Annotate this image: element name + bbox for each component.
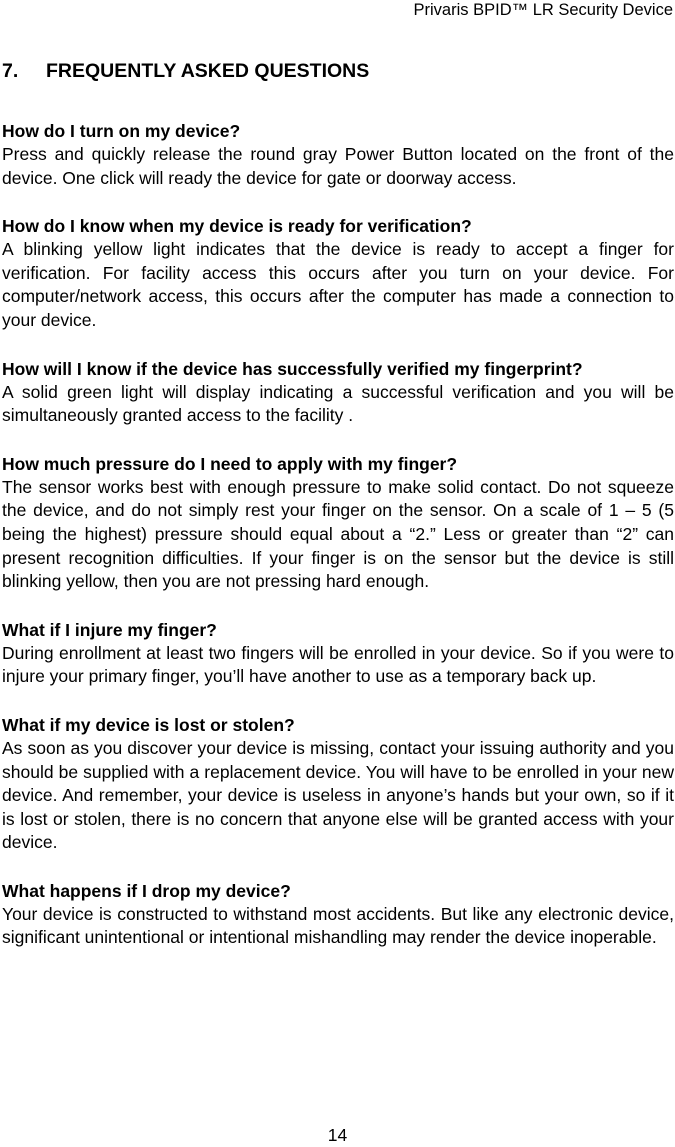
faq-question: What happens if I drop my device?: [2, 880, 291, 901]
faq-question: How much pressure do I need to apply with my finger?: [2, 453, 458, 474]
faq-answer: As soon as you discover your device is missing, contact your issuing authority and you should be supplied with a replacement device. You will have to be enrolled in your new device. And remember, your device is useless in anyone’s hands but your own, so if it is lost or stolen, there is no concern that anyone else will be granted access with your device.: [2, 737, 674, 853]
section-title: FREQUENTLY ASKED QUESTIONS: [46, 60, 370, 82]
faq-answer: A blinking yellow light indicates that the device is ready to accept a finger for verification. For facility access this occurs after you turn on your device. For computer/network access, this occurs after the computer has made a connection to your device.: [2, 239, 674, 330]
faq-answer: Your device is constructed to withstand most accidents. But like any electronic device, significant unintentional or intentional mishandling may render the device inoperable.: [2, 903, 674, 948]
faq-answer: During enrollment at least two fingers will be enrolled in your device. So if you were to injure your primary finger, you’ll have another to use as a temporary back up.: [2, 642, 674, 687]
running-header: Privaris BPID™ LR Security Device: [413, 1, 673, 19]
faq-question: What if I injure my finger?: [2, 619, 217, 640]
section-number: 7.: [2, 60, 19, 82]
faq-item: [2, 452, 674, 594]
faq-question: How will I know if the device has successfully verified my fingerprint?: [2, 358, 583, 379]
faq-question: What if my device is lost or stolen?: [2, 714, 295, 735]
faq-item: [2, 713, 674, 855]
faq-answer: A solid green light will display indicating a successful verification and you will be simultaneously granted access to the facility .: [2, 381, 674, 426]
faq-item: [2, 357, 674, 428]
faq-question: How do I turn on my device?: [2, 121, 241, 141]
faq-answer: Press and quickly release the round gray Power Button located on the front of the device. One click will ready the device for gate or doorway access.: [2, 144, 674, 188]
faq-list: [2, 119, 674, 974]
faq-item: [2, 618, 674, 689]
page-number: 14: [327, 1125, 348, 1145]
faq-question: How do I know when my device is ready for verification?: [2, 216, 472, 237]
section-heading: [2, 59, 369, 83]
faq-item: [2, 119, 674, 190]
faq-item: [2, 214, 674, 332]
faq-answer: The sensor works best with enough pressure to make solid contact. Do not squeeze the device, and do not simply rest your finger on the sensor. On a scale of 1 – 5 (5 being the highest) pressure should equal about a “2.” Less or greater than “2” can present recognition difficulties. If your finger is on the sensor but the device is still blinking yellow, then you are not pressing hard enough.: [2, 476, 674, 592]
faq-item: [2, 879, 674, 950]
